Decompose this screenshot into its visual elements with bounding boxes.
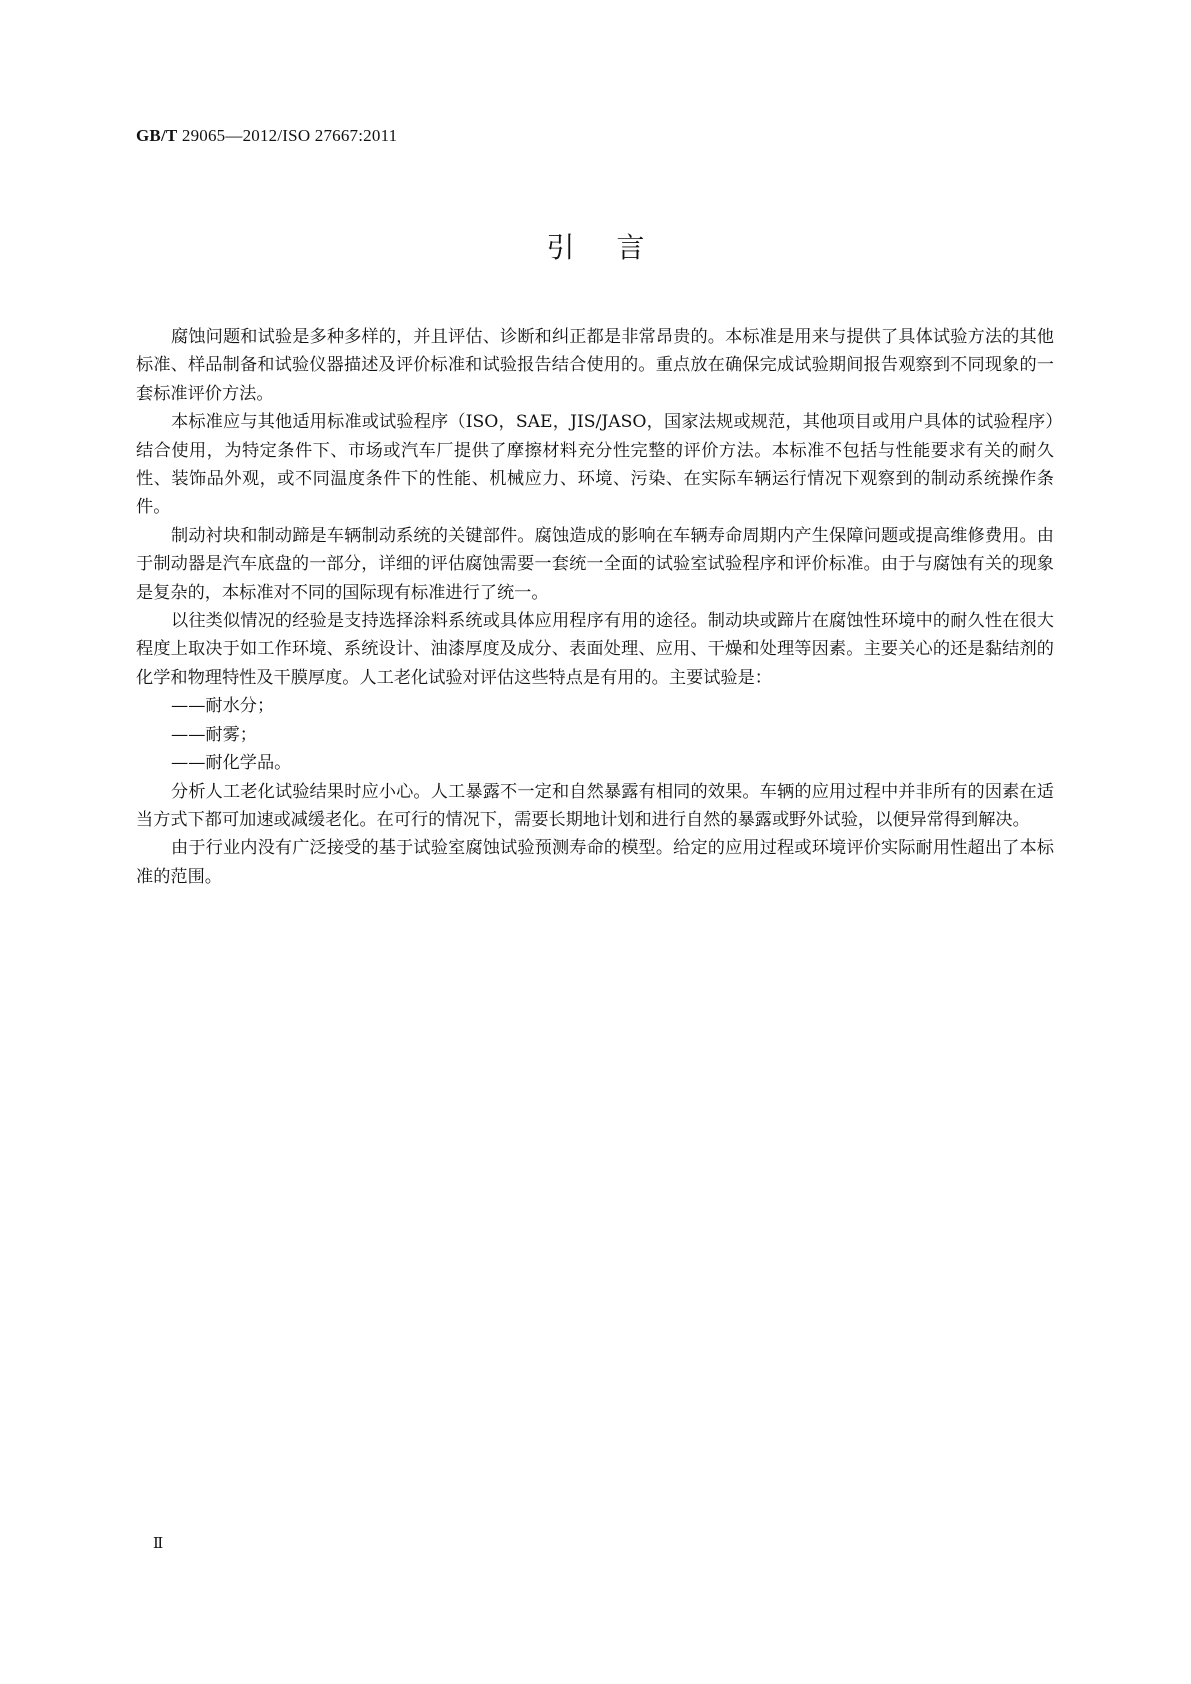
list-item: ——耐雾； [171,724,257,745]
paragraph: 分析人工老化试验结果时应小心。人工暴露不一定和自然暴露有相同的效果。车辆的应用过程中并非所有的因素在适当方式下都可加速或减缓老化。在可行的情况下，需要长期地计划和进行自然的暴露或野外试验，以便异常得到解决。 [136,781,1054,830]
list-item: ——耐化学品。 [171,753,292,774]
paragraph: 制动衬块和制动蹄是车辆制动系统的关键部件。腐蚀造成的影响在车辆寿命周期内产生保障问题或提高维修费用。由于制动器是汽车底盘的一部分，详细的评估腐蚀需要一套统一全面的试验室试验程序和评价标准。由于与腐蚀有关的现象是复杂的，本标准对不同的国际现有标准进行了统一。 [136,525,1054,603]
page-number: Ⅱ [153,1536,164,1552]
page-title: 引言 [546,231,687,264]
paragraph: 由于行业内没有广泛接受的基于试验室腐蚀试验预测寿命的模型。给定的应用过程或环境评价实际耐用性超出了本标准的范围。 [136,838,1054,887]
paragraph: 以往类似情况的经验是支持选择涂料系统或具体应用程序有用的途径。制动块或蹄片在腐蚀性环境中的耐久性在很大程度上取决于如工作环境、系统设计、油漆厚度及成分、表面处理、应用、干燥和处理等因素。主要关心的还是黏结剂的化学和物理特性及干膜厚度。人工老化试验对评估这些特点是有用的。主要试验是： [136,611,1054,688]
body-text [136,323,1054,891]
list-item: ——耐水分； [171,696,275,717]
paragraph: 本标准应与其他适用标准或试验程序（ISO，SAE，JIS/JASO，国家法规或规范，其他项目或用户具体的试验程序）结合使用，为特定条件下、市场或汽车厂提供了摩擦材料充分性完整的评价方法。本标准不包括与性能要求有关的耐久性、装饰品外观，或不同温度条件下的性能、机械应力、环境、污染、在实际车辆运行情况下观察到的制动系统操作条件。 [136,412,1054,518]
paragraph: 腐蚀问题和试验是多种多样的，并且评估、诊断和纠正都是非常昂贵的。本标准是用来与提供了具体试验方法的其他标准、样品制备和试验仪器描述及评价标准和试验报告结合使用的。重点放在确保完成试验期间报告观察到不同现象的一套标准评价方法。 [136,327,1054,404]
standard-number-header [136,126,397,146]
standard-code: GB/T [136,126,178,145]
standard-number-rest: 29065—2012/ISO 27667:2011 [177,126,398,145]
